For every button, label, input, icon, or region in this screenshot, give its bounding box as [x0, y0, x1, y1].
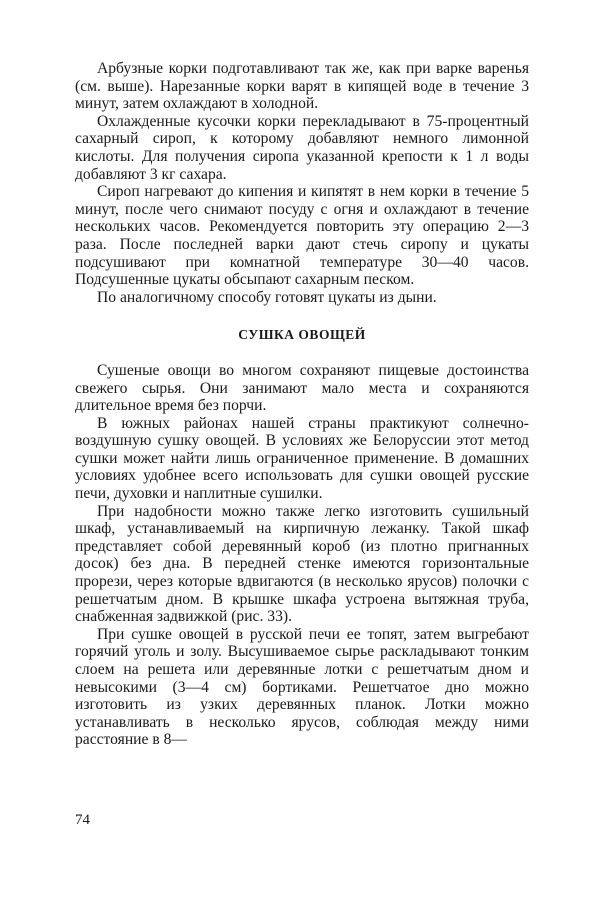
candied-peel-section — [75, 60, 529, 306]
paragraph: Охлажденные кусочки корки перекладывают в 75-процентный сахарный сироп, к которому добавляют немного лимонной кислоты. Для получения сиропа указанной крепости к 1 л воды добавляют 3 кг сахара. — [75, 112, 529, 183]
paragraph: Сушеные овощи во многом сохраняют пищевые достоинства свежего сырья. Они занимают мало места и сохраняются длительное время без порчи. — [75, 361, 529, 415]
paragraph: По аналогичному способу готовят цукаты из дыни. — [97, 288, 437, 306]
page-number: 74 — [75, 812, 90, 828]
paragraph: Арбузные корки подготавливают так же, как при варке варенья (см. выше). Нарезанные корки варят в кипящей воде в течение 3 минут, затем охлаждают в холодной. — [75, 60, 529, 113]
vegetable-drying-section — [75, 362, 529, 749]
paragraph: В южных районах нашей страны практикуют солнечно-воздушную сушку овощей. В условиях же Белоруссии этот метод сушки может найти лишь ограниченное применение. В домашних условиях удобнее всего использовать для сушки овощей русские печи, духовки и наплитные сушилки. — [75, 414, 529, 503]
paragraph: Сироп нагревают до кипения и кипятят в нем корки в течение 5 минут, после чего снимают посуду с огня и охлаждают в течение нескольких часов. Рекомендуется повторить эту операцию 2—3 раза. После последней варки дают стечь сиропу и цукаты подсушивают при комнатной температуре 30—40 часов. Подсушенные цукаты обсыпают сахарным песком. — [75, 183, 529, 289]
paragraph: При надобности можно также легко изготовить сушильный шкаф, устанавливаемый на кирпичную лежанку. Такой шкаф представляет собой деревянный короб (из плотно пригнанных досок) без дна. В передней стенке имеются горизонтальные прорези, через которые вдвигаются (в несколько ярусов) полочки с решетчатым дном. В крышке шкафа устроена вытяжная труба, снабженная задвижкой (рис. 33). — [75, 502, 529, 626]
page-body — [75, 60, 529, 749]
section-heading: СУШКА ОВОЩЕЙ — [238, 327, 366, 343]
paragraph: При сушке овощей в русской печи ее топят, затем выгребают горячий уголь и золу. Высушиваемое сырье раскладывают тонким слоем на решета или деревянные лотки с решетчатым дном и невысокими (3—4 см) бортиками. Решетчатое дно можно изготовить из узких деревянных планок. Лотки можно устанавливать в несколько ярусов, соблюдая между ними расстояние в 8— — [75, 625, 529, 749]
